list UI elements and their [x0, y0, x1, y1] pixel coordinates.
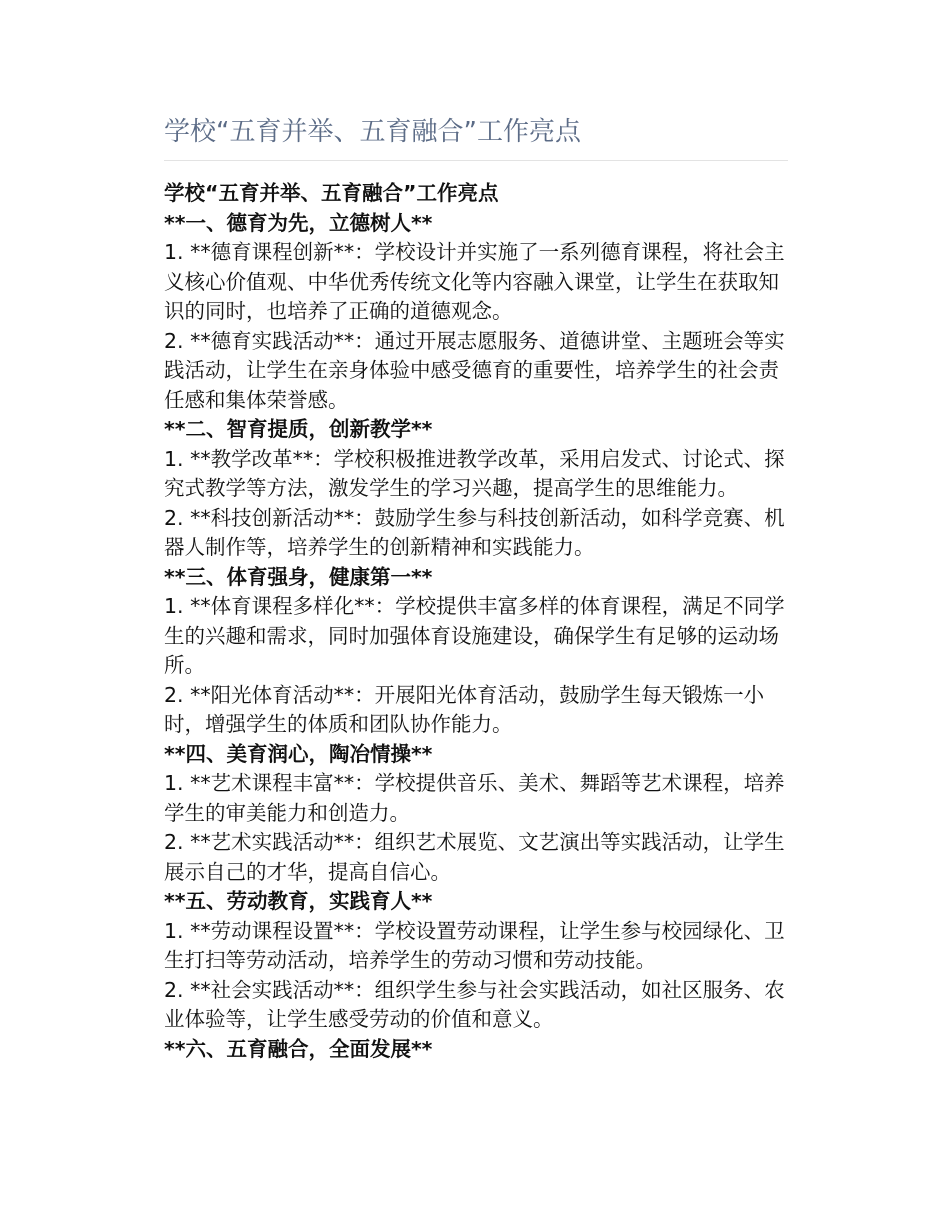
header-divider [164, 160, 788, 161]
paragraph-3-1: 1. **体育课程多样化**：学校提供丰富多样的体育课程，满足不同学生的兴趣和需求，同时加强体育设施建设，确保学生有足够的运动场所。 [164, 594, 785, 677]
paragraph-1-2: 2. **德育实践活动**：通过开展志愿服务、道德讲堂、主题班会等实践活动，让学生在亲身体验中感受德育的重要性，培养学生的社会责任感和集体荣誉感。 [164, 328, 785, 412]
paragraph-3-2: 2. **阳光体育活动**：开展阳光体育活动，鼓励学生每天锻炼一小时，增强学生的体质和团队协作能力。 [164, 682, 765, 736]
section-heading-4: **四、美育润心，陶冶情操** [164, 741, 433, 766]
section-heading-6: **六、五育融合，全面发展** [164, 1036, 433, 1061]
paragraph-2-2: 2. **科技创新活动**：鼓励学生参与科技创新活动，如科学竞赛、机器人制作等，培养学生的创新精神和实践能力。 [164, 505, 785, 559]
document-body [164, 179, 790, 1064]
paragraph-4-2: 2. **艺术实践活动**：组织艺术展览、文艺演出等实践活动，让学生展示自己的才华，提高自信心。 [164, 830, 785, 884]
paragraph-5-1: 1. **劳动课程设置**：学校设置劳动课程，让学生参与校园绿化、卫生打扫等劳动活动，培养学生的劳动习惯和劳动技能。 [164, 918, 785, 972]
paragraph-5-2: 2. **社会实践活动**：组织学生参与社会实践活动，如社区服务、农业体验等，让学生感受劳动的价值和意义。 [164, 977, 785, 1031]
document-title: 学校“五育并举、五育融合”工作亮点 [164, 181, 499, 205]
section-heading-1: **一、德育为先，立德树人** [164, 210, 433, 235]
section-heading-5: **五、劳动教育，实践育人** [164, 889, 433, 913]
paragraph-4-1: 1. **艺术课程丰富**：学校提供音乐、美术、舞蹈等艺术课程，培养学生的审美能力和创造力。 [164, 771, 785, 825]
section-heading-3: **三、体育强身，健康第一** [164, 564, 433, 589]
section-heading-2: **二、智育提质，创新教学** [164, 417, 433, 441]
paragraph-2-1: 1. **教学改革**：学校积极推进教学改革，采用启发式、讨论式、探究式教学等方法，激发学生的学习兴趣，提高学生的思维能力。 [164, 446, 785, 500]
paragraph-1-1: 1. **德育课程创新**：学校设计并实施了一系列德育课程，将社会主义核心价值观、中华优秀传统文化等内容融入课堂，让学生在获取知识的同时，也培养了正确的道德观念。 [164, 240, 785, 323]
page-header-title: 学校“五育并举、五育融合”工作亮点 [164, 117, 581, 147]
